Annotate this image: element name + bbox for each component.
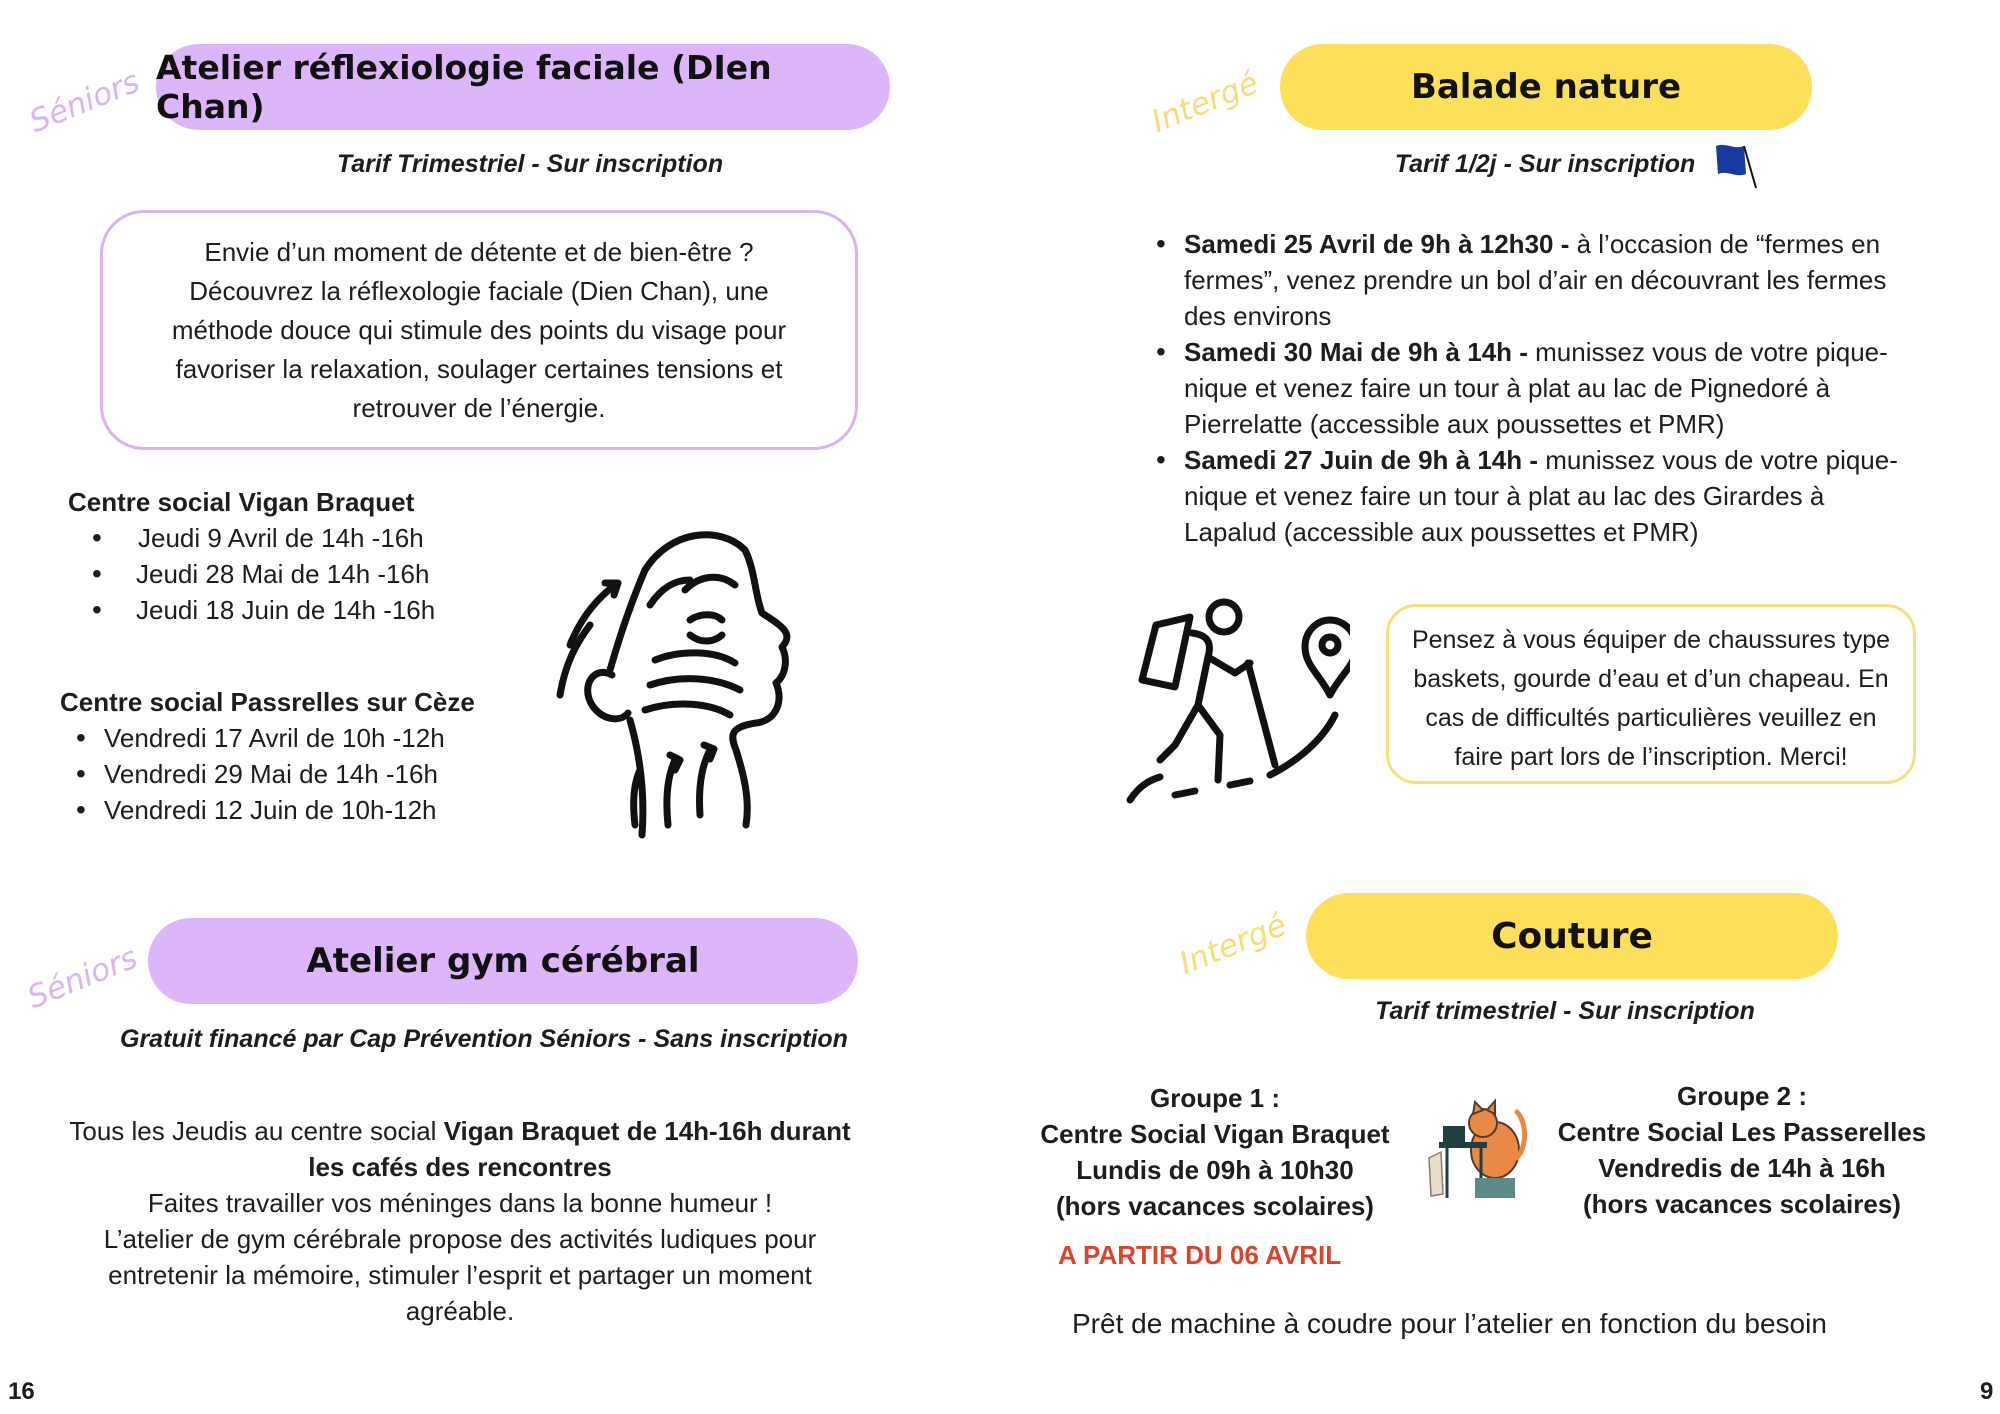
intro-line: retrouver de l’énergie. [352,393,606,423]
hiker-icon [1120,595,1350,810]
intro-line: Envie d’un moment de détente et de bien-être ? [204,237,754,267]
couture-start-date: A PARTIR DU 06 AVRIL [1058,1240,1342,1270]
note-line: cas de difficultés particulières veuillez en [1425,704,1877,732]
date-item: • Jeudi 9 Avril de 14h -16h [120,520,435,556]
page-number-right: 9 [1980,1378,1994,1405]
center-name: Centre social Vigan Braquet [68,487,415,517]
date-item: • Jeudi 18 Juin de 14h -16h [120,592,435,628]
page-number-left: 16 [8,1378,35,1405]
center-name: Centre social Passrelles sur Cèze [60,687,475,717]
couture-subtitle: Tarif trimestriel - Sur inscription [1375,997,1755,1025]
date-item: • Vendredi 17 Avril de 10h -12h [104,720,475,756]
dien-chan-intro-box [100,210,858,450]
intro-line: favoriser la relaxation, soulager certaines tensions et [175,354,783,384]
interge-tag: Intergé [1174,906,1292,982]
gym-line: Tous les Jeudis au centre social [69,1116,444,1146]
group1-line: (hors vacances scolaires) [1056,1191,1374,1221]
balade-item: • Samedi 27 Juin de 9h à 14h - munissez vous de votre pique- nique et venez faire un tour à plat au lac des Girardes à Lapalud (accessible aux poussettes et PMR) [1184,442,1944,550]
balade-list [1184,226,1944,550]
center-passerelles-block [60,684,475,828]
gym-line: Faites travailler vos méninges dans la bonne humeur ! [147,1188,773,1218]
note-line: faire part lors de l’inscription. Merci! [1454,743,1848,771]
gym-title: Atelier gym cérébral [148,918,858,1004]
sewing-cat-icon [1425,1098,1535,1204]
interge-tag: Intergé [1146,64,1264,140]
balade-note-box [1386,604,1916,784]
gym-line: entretenir la mémoire, stimuler l’esprit et partager un moment [108,1260,812,1290]
gym-line-bold: Vigan Braquet de 14h-16h durant [443,1116,851,1146]
date-item: • Vendredi 12 Juin de 10h-12h [104,792,475,828]
group1-line: Centre Social Vigan Braquet [1040,1119,1390,1149]
dien-chan-title: Atelier réflexiologie faciale (DIen Chan) [156,44,890,130]
seniors-tag: Séniors [24,63,145,140]
seniors-tag: Séniors [22,939,143,1016]
dien-chan-subtitle: Tarif Trimestriel - Sur inscription [336,150,724,178]
group2-line: (hors vacances scolaires) [1583,1189,1901,1219]
gym-line-bold: les cafés des rencontres [308,1152,612,1182]
group1-line: Groupe 1 : [1149,1083,1280,1113]
group1-line: Lundis de 09h à 10h30 [1076,1155,1354,1185]
group1-block [1030,1080,1400,1224]
note-line: Pensez à vous équiper de chaussures type [1411,626,1891,654]
gym-line: L’atelier de gym cérébrale propose des activités ludiques pour [103,1224,817,1254]
date-item: • Vendredi 29 Mai de 14h -16h [104,756,475,792]
couture-title: Couture [1306,893,1838,979]
intro-line: Découvrez la réflexologie faciale (Dien Chan), une [189,276,769,306]
couture-footer: Prêt de machine à coudre pour l’atelier en fonction du besoin [1072,1308,1827,1339]
group2-line: Vendredis de 14h à 16h [1598,1153,1886,1183]
balade-item: • Samedi 25 Avril de 9h à 12h30 - à l’occasion de “fermes en fermes”, venez prendre un bol d’air en découvrant les fermes des environs [1184,226,1944,334]
date-item: • Jeudi 28 Mai de 14h -16h [120,556,435,592]
balade-title: Balade nature [1280,44,1812,130]
group2-line: Groupe 2 : [1676,1081,1807,1111]
group2-block [1552,1078,1932,1222]
balade-item: • Samedi 30 Mai de 9h à 14h - munissez vous de votre pique- nique et venez faire un tour à plat au lac de Pignedoré à Pierrelatte (accessible aux poussettes et PMR) [1184,334,1944,442]
balade-subtitle: Tarif 1/2j - Sur inscription [1394,150,1696,178]
intro-line: méthode douce qui stimule des points du visage pour [171,315,787,345]
gym-description [40,1113,880,1329]
flag-icon [1710,140,1760,190]
face-massage-icon [550,525,800,840]
center-vigan-block [68,484,435,628]
gym-subtitle: Gratuit financé par Cap Prévention Séniors - Sans inscription [120,1025,848,1053]
group2-line: Centre Social Les Passerelles [1557,1117,1927,1147]
note-line: baskets, gourde d’eau et d’un chapeau. En [1413,665,1889,693]
gym-line: agréable. [405,1296,515,1326]
